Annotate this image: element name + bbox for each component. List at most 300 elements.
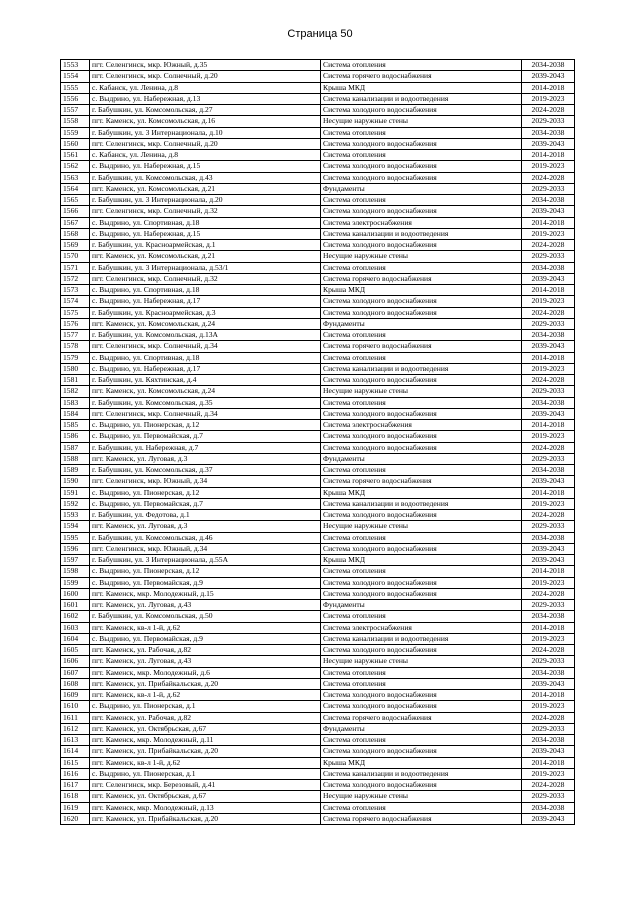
address-cell: г. Бабушкин, ул. Комсомольская, д.43 <box>90 172 321 183</box>
table-row <box>61 307 575 318</box>
table-row <box>61 780 575 791</box>
period-cell: 2039-2043 <box>522 138 575 149</box>
address-cell: с. Выдрино, ул. Пионерская, д.1 <box>90 701 321 712</box>
work-type-cell: Система отопления <box>321 802 522 813</box>
period-cell: 2024-2028 <box>522 510 575 521</box>
work-type-cell: Система холодного водоснабжения <box>321 375 522 386</box>
period-cell: 2039-2043 <box>522 206 575 217</box>
address-cell: пгт. Каменск, ул. Комсомольская, д.16 <box>90 116 321 127</box>
row-number-cell: 1590 <box>61 476 90 487</box>
period-cell: 2024-2028 <box>522 588 575 599</box>
table-row <box>61 678 575 689</box>
address-cell: пгт. Каменск, кв-л 1-й, д.62 <box>90 622 321 633</box>
work-type-cell: Система холодного водоснабжения <box>321 431 522 442</box>
period-cell: 2024-2028 <box>522 645 575 656</box>
row-number-cell: 1593 <box>61 510 90 521</box>
row-number-cell: 1613 <box>61 735 90 746</box>
address-cell: пгт. Каменск, мкр. Молодежный, д.11 <box>90 735 321 746</box>
period-cell: 2014-2018 <box>522 217 575 228</box>
address-cell: с. Выдрино, ул. Спортивная, д.18 <box>90 285 321 296</box>
row-number-cell: 1588 <box>61 453 90 464</box>
table-row <box>61 82 575 93</box>
work-type-cell: Система холодного водоснабжения <box>321 543 522 554</box>
row-number-cell: 1553 <box>61 60 90 71</box>
address-cell: г. Бабушкин, ул. 3 Интернационала, д.10 <box>90 127 321 138</box>
table-row <box>61 465 575 476</box>
work-type-cell: Система горячего водоснабжения <box>321 813 522 824</box>
row-number-cell: 1607 <box>61 667 90 678</box>
work-type-cell: Фундаменты <box>321 318 522 329</box>
period-cell: 2039-2043 <box>522 71 575 82</box>
period-cell: 2039-2043 <box>522 555 575 566</box>
address-cell: с. Выдрино, ул. Набережная, д.15 <box>90 228 321 239</box>
row-number-cell: 1610 <box>61 701 90 712</box>
period-cell: 2019-2023 <box>522 701 575 712</box>
work-type-cell: Система холодного водоснабжения <box>321 161 522 172</box>
address-cell: пгт. Каменск, ул. Октябрьская, д.67 <box>90 723 321 734</box>
period-cell: 2034-2038 <box>522 127 575 138</box>
address-cell: г. Бабушкин, ул. Красноармейская, д.1 <box>90 240 321 251</box>
period-cell: 2024-2028 <box>522 172 575 183</box>
period-cell: 2014-2018 <box>522 566 575 577</box>
work-type-cell: Система отопления <box>321 60 522 71</box>
row-number-cell: 1589 <box>61 465 90 476</box>
work-type-cell: Фундаменты <box>321 183 522 194</box>
period-cell: 2024-2028 <box>522 105 575 116</box>
work-type-cell: Система канализации и водоотведения <box>321 498 522 509</box>
work-type-cell: Система горячего водоснабжения <box>321 712 522 723</box>
table-row <box>61 161 575 172</box>
page-title: Страница 50 <box>287 28 353 40</box>
work-type-cell: Система канализации и водоотведения <box>321 363 522 374</box>
period-cell: 2029-2033 <box>522 116 575 127</box>
table-row <box>61 588 575 599</box>
row-number-cell: 1594 <box>61 521 90 532</box>
period-cell: 2034-2038 <box>522 262 575 273</box>
table-row <box>61 127 575 138</box>
row-number-cell: 1598 <box>61 566 90 577</box>
period-cell: 2034-2038 <box>522 397 575 408</box>
work-type-cell: Фундаменты <box>321 453 522 464</box>
period-cell: 2039-2043 <box>522 273 575 284</box>
row-number-cell: 1562 <box>61 161 90 172</box>
table-row <box>61 723 575 734</box>
table-row <box>61 690 575 701</box>
work-type-cell: Крыша МКД <box>321 487 522 498</box>
address-cell: пгт. Селенгинск, мкр. Южный, д.34 <box>90 543 321 554</box>
address-cell: г. Бабушкин, ул. 3 Интернационала, д.53/1 <box>90 262 321 273</box>
table-row <box>61 712 575 723</box>
row-number-cell: 1583 <box>61 397 90 408</box>
address-cell: г. Бабушкин, ул. 3 Интернационала, д.20 <box>90 195 321 206</box>
table-row <box>61 116 575 127</box>
address-cell: г. Бабушкин, ул. Комсомольская, д.13А <box>90 330 321 341</box>
work-type-cell: Система горячего водоснабжения <box>321 341 522 352</box>
table-row <box>61 566 575 577</box>
table-row <box>61 138 575 149</box>
row-number-cell: 1577 <box>61 330 90 341</box>
table-row <box>61 757 575 768</box>
work-type-cell: Система горячего водоснабжения <box>321 476 522 487</box>
work-type-cell: Система холодного водоснабжения <box>321 206 522 217</box>
work-type-cell: Система холодного водоснабжения <box>321 307 522 318</box>
period-cell: 2029-2033 <box>522 791 575 802</box>
period-cell: 2029-2033 <box>522 183 575 194</box>
work-type-cell: Система отопления <box>321 330 522 341</box>
row-number-cell: 1620 <box>61 813 90 824</box>
row-number-cell: 1585 <box>61 420 90 431</box>
table-row <box>61 510 575 521</box>
period-cell: 2034-2038 <box>522 611 575 622</box>
work-type-cell: Система холодного водоснабжения <box>321 645 522 656</box>
work-type-cell: Система холодного водоснабжения <box>321 296 522 307</box>
period-cell: 2034-2038 <box>522 667 575 678</box>
period-cell: 2039-2043 <box>522 678 575 689</box>
address-cell: пгт. Селенгинск, мкр. Березовый, д.41 <box>90 780 321 791</box>
period-cell: 2019-2023 <box>522 768 575 779</box>
work-type-cell: Система отопления <box>321 127 522 138</box>
address-cell: пгт. Каменск, ул. Комсомольская, д.21 <box>90 251 321 262</box>
row-number-cell: 1605 <box>61 645 90 656</box>
period-cell: 2024-2028 <box>522 780 575 791</box>
period-cell: 2014-2018 <box>522 757 575 768</box>
work-type-cell: Система отопления <box>321 352 522 363</box>
table-row <box>61 408 575 419</box>
table-row <box>61 273 575 284</box>
work-type-cell: Система отопления <box>321 566 522 577</box>
row-number-cell: 1557 <box>61 105 90 116</box>
table-row <box>61 386 575 397</box>
row-number-cell: 1592 <box>61 498 90 509</box>
work-type-cell: Фундаменты <box>321 600 522 611</box>
period-cell: 2019-2023 <box>522 633 575 644</box>
row-number-cell: 1565 <box>61 195 90 206</box>
row-number-cell: 1580 <box>61 363 90 374</box>
work-type-cell: Несущие наружные стены <box>321 791 522 802</box>
work-type-cell: Крыша МКД <box>321 555 522 566</box>
period-cell: 2014-2018 <box>522 487 575 498</box>
row-number-cell: 1606 <box>61 656 90 667</box>
row-number-cell: 1567 <box>61 217 90 228</box>
period-cell: 2024-2028 <box>522 712 575 723</box>
period-cell: 2029-2033 <box>522 521 575 532</box>
address-cell: пгт. Селенгинск, мкр. Солнечный, д.32 <box>90 206 321 217</box>
period-cell: 2014-2018 <box>522 285 575 296</box>
period-cell: 2024-2028 <box>522 240 575 251</box>
table-row <box>61 622 575 633</box>
row-number-cell: 1616 <box>61 768 90 779</box>
row-number-cell: 1564 <box>61 183 90 194</box>
work-type-cell: Система горячего водоснабжения <box>321 71 522 82</box>
address-cell: с. Выдрино, ул. Пионерская, д.12 <box>90 487 321 498</box>
period-cell: 2014-2018 <box>522 150 575 161</box>
row-number-cell: 1609 <box>61 690 90 701</box>
work-type-cell: Система горячего водоснабжения <box>321 273 522 284</box>
row-number-cell: 1570 <box>61 251 90 262</box>
table-row <box>61 217 575 228</box>
row-number-cell: 1578 <box>61 341 90 352</box>
period-cell: 2039-2043 <box>522 476 575 487</box>
work-type-cell: Фундаменты <box>321 723 522 734</box>
address-cell: пгт. Каменск, кв-л 1-й, д.62 <box>90 690 321 701</box>
address-cell: пгт. Селенгинск, мкр. Солнечный, д.34 <box>90 408 321 419</box>
period-cell: 2034-2038 <box>522 330 575 341</box>
row-number-cell: 1573 <box>61 285 90 296</box>
table-row <box>61 60 575 71</box>
address-cell: с. Выдрино, ул. Набережная, д.15 <box>90 161 321 172</box>
row-number-cell: 1582 <box>61 386 90 397</box>
work-type-cell: Система электроснабжения <box>321 217 522 228</box>
row-number-cell: 1554 <box>61 71 90 82</box>
table-row <box>61 352 575 363</box>
row-number-cell: 1596 <box>61 543 90 554</box>
period-cell: 2029-2033 <box>522 723 575 734</box>
address-cell: пгт. Каменск, ул. Луговая, д.43 <box>90 656 321 667</box>
period-cell: 2039-2043 <box>522 813 575 824</box>
table-row <box>61 600 575 611</box>
address-cell: пгт. Селенгинск, мкр. Солнечный, д.34 <box>90 341 321 352</box>
row-number-cell: 1563 <box>61 172 90 183</box>
address-cell: с. Выдрино, ул. Первомайская, д.7 <box>90 498 321 509</box>
table-row <box>61 195 575 206</box>
work-type-cell: Система холодного водоснабжения <box>321 442 522 453</box>
table-row <box>61 768 575 779</box>
address-cell: пгт. Каменск, ул. Комсомольская, д.24 <box>90 318 321 329</box>
address-cell: пгт. Каменск, ул. Прибайкальская, д.20 <box>90 813 321 824</box>
period-cell: 2019-2023 <box>522 498 575 509</box>
period-cell: 2039-2043 <box>522 341 575 352</box>
period-cell: 2034-2038 <box>522 195 575 206</box>
address-cell: пгт. Селенгинск, мкр. Солнечный, д.20 <box>90 138 321 149</box>
work-type-cell: Система отопления <box>321 611 522 622</box>
address-cell: с. Выдрино, ул. Спортивная, д.18 <box>90 352 321 363</box>
row-number-cell: 1555 <box>61 82 90 93</box>
table-row <box>61 656 575 667</box>
address-cell: с. Выдрино, ул. Пионерская, д.1 <box>90 768 321 779</box>
address-cell: пгт. Каменск, ул. Луговая, д.3 <box>90 521 321 532</box>
row-number-cell: 1603 <box>61 622 90 633</box>
row-number-cell: 1575 <box>61 307 90 318</box>
address-cell: пгт. Каменск, ул. Луговая, д.3 <box>90 453 321 464</box>
table-row <box>61 397 575 408</box>
table-row <box>61 240 575 251</box>
work-type-cell: Система холодного водоснабжения <box>321 240 522 251</box>
period-cell: 2034-2038 <box>522 735 575 746</box>
row-number-cell: 1576 <box>61 318 90 329</box>
row-number-cell: 1572 <box>61 273 90 284</box>
table-row <box>61 521 575 532</box>
table-row <box>61 532 575 543</box>
address-cell: с. Выдрино, ул. Набережная, д.17 <box>90 363 321 374</box>
work-type-cell: Несущие наружные стены <box>321 386 522 397</box>
work-type-cell: Система холодного водоснабжения <box>321 588 522 599</box>
address-cell: с. Выдрино, ул. Первомайская, д.7 <box>90 431 321 442</box>
table-row <box>61 802 575 813</box>
table-row <box>61 183 575 194</box>
address-cell: г. Бабушкин, ул. Комсомольская, д.46 <box>90 532 321 543</box>
table-row <box>61 150 575 161</box>
work-type-cell: Система отопления <box>321 532 522 543</box>
table-row <box>61 667 575 678</box>
address-cell: г. Бабушкин, ул. Набережная, д.7 <box>90 442 321 453</box>
table-row <box>61 431 575 442</box>
period-cell: 2029-2033 <box>522 656 575 667</box>
address-cell: с. Выдрино, ул. Пионерская, д.12 <box>90 566 321 577</box>
address-cell: с. Выдрино, ул. Первомайская, д.9 <box>90 577 321 588</box>
address-cell: г. Бабушкин, ул. 3 Интернационала, д.55А <box>90 555 321 566</box>
table-row <box>61 577 575 588</box>
row-number-cell: 1597 <box>61 555 90 566</box>
work-type-cell: Система канализации и водоотведения <box>321 768 522 779</box>
table-row <box>61 341 575 352</box>
address-cell: с. Выдрино, ул. Спортивная, д.18 <box>90 217 321 228</box>
address-cell: пгт. Каменск, мкр. Молодежный, д.6 <box>90 667 321 678</box>
address-cell: пгт. Каменск, ул. Рабочая, д.82 <box>90 712 321 723</box>
row-number-cell: 1612 <box>61 723 90 734</box>
period-cell: 2014-2018 <box>522 82 575 93</box>
address-cell: пгт. Каменск, мкр. Молодежный, д.15 <box>90 588 321 599</box>
period-cell: 2014-2018 <box>522 690 575 701</box>
table-row <box>61 285 575 296</box>
period-cell: 2014-2018 <box>522 420 575 431</box>
work-type-cell: Система холодного водоснабжения <box>321 690 522 701</box>
table-row <box>61 735 575 746</box>
table-row <box>61 487 575 498</box>
address-cell: г. Бабушкин, ул. Комсомольская, д.27 <box>90 105 321 116</box>
work-type-cell: Система отопления <box>321 262 522 273</box>
period-cell: 2014-2018 <box>522 352 575 363</box>
row-number-cell: 1558 <box>61 116 90 127</box>
row-number-cell: 1602 <box>61 611 90 622</box>
row-number-cell: 1611 <box>61 712 90 723</box>
period-cell: 2039-2043 <box>522 408 575 419</box>
work-type-cell: Несущие наружные стены <box>321 251 522 262</box>
row-number-cell: 1568 <box>61 228 90 239</box>
address-cell: г. Бабушкин, ул. Федотова, д.1 <box>90 510 321 521</box>
table-row <box>61 701 575 712</box>
period-cell: 2029-2033 <box>522 453 575 464</box>
row-number-cell: 1579 <box>61 352 90 363</box>
address-cell: с. Выдрино, ул. Набережная, д.17 <box>90 296 321 307</box>
period-cell: 2019-2023 <box>522 93 575 104</box>
period-cell: 2024-2028 <box>522 307 575 318</box>
table-row <box>61 251 575 262</box>
row-number-cell: 1586 <box>61 431 90 442</box>
work-type-cell: Система отопления <box>321 667 522 678</box>
row-number-cell: 1617 <box>61 780 90 791</box>
period-cell: 2034-2038 <box>522 802 575 813</box>
work-type-cell: Система отопления <box>321 735 522 746</box>
table-row <box>61 791 575 802</box>
row-number-cell: 1618 <box>61 791 90 802</box>
table-row <box>61 611 575 622</box>
table-row <box>61 172 575 183</box>
period-cell: 2024-2028 <box>522 375 575 386</box>
address-cell: с. Кабанск, ул. Ленина, д.8 <box>90 82 321 93</box>
row-number-cell: 1599 <box>61 577 90 588</box>
address-cell: пгт. Селенгинск, мкр. Южный, д.35 <box>90 60 321 71</box>
row-number-cell: 1574 <box>61 296 90 307</box>
work-type-cell: Система холодного водоснабжения <box>321 746 522 757</box>
row-number-cell: 1560 <box>61 138 90 149</box>
table-row <box>61 228 575 239</box>
period-cell: 2029-2033 <box>522 318 575 329</box>
address-cell: г. Бабушкин, ул. Красноармейская, д.3 <box>90 307 321 318</box>
work-type-cell: Система холодного водоснабжения <box>321 172 522 183</box>
period-cell: 2034-2038 <box>522 532 575 543</box>
work-type-cell: Система холодного водоснабжения <box>321 105 522 116</box>
address-cell: пгт. Каменск, ул. Рабочая, д.82 <box>90 645 321 656</box>
period-cell: 2019-2023 <box>522 228 575 239</box>
address-cell: пгт. Каменск, ул. Прибайкальская, д.20 <box>90 746 321 757</box>
table-row <box>61 813 575 824</box>
row-number-cell: 1571 <box>61 262 90 273</box>
work-type-cell: Система холодного водоснабжения <box>321 577 522 588</box>
table-row <box>61 330 575 341</box>
address-cell: с. Выдрино, ул. Набережная, д.13 <box>90 93 321 104</box>
address-cell: г. Бабушкин, ул. Комсомольская, д.50 <box>90 611 321 622</box>
address-cell: пгт. Каменск, мкр. Молодежный, д.13 <box>90 802 321 813</box>
address-cell: г. Бабушкин, ул. Кяхтинская, д.4 <box>90 375 321 386</box>
period-cell: 2034-2038 <box>522 465 575 476</box>
work-type-cell: Крыша МКД <box>321 82 522 93</box>
address-cell: пгт. Каменск, ул. Прибайкальская, д.20 <box>90 678 321 689</box>
row-number-cell: 1569 <box>61 240 90 251</box>
row-number-cell: 1559 <box>61 127 90 138</box>
work-type-cell: Система электроснабжения <box>321 420 522 431</box>
table-row <box>61 645 575 656</box>
row-number-cell: 1608 <box>61 678 90 689</box>
work-type-cell: Система канализации и водоотведения <box>321 93 522 104</box>
row-number-cell: 1587 <box>61 442 90 453</box>
period-cell: 2024-2028 <box>522 442 575 453</box>
table-row <box>61 476 575 487</box>
work-type-cell: Система канализации и водоотведения <box>321 633 522 644</box>
table-row <box>61 71 575 82</box>
period-cell: 2014-2018 <box>522 622 575 633</box>
work-type-cell: Несущие наружные стены <box>321 521 522 532</box>
period-cell: 2029-2033 <box>522 386 575 397</box>
period-cell: 2029-2033 <box>522 251 575 262</box>
table-row <box>61 206 575 217</box>
address-cell: пгт. Каменск, ул. Луговая, д.43 <box>90 600 321 611</box>
table-row <box>61 746 575 757</box>
table-row <box>61 420 575 431</box>
work-type-cell: Крыша МКД <box>321 757 522 768</box>
row-number-cell: 1604 <box>61 633 90 644</box>
work-type-cell: Система отопления <box>321 397 522 408</box>
work-type-cell: Система отопления <box>321 678 522 689</box>
period-cell: 2039-2043 <box>522 746 575 757</box>
row-number-cell: 1591 <box>61 487 90 498</box>
row-number-cell: 1584 <box>61 408 90 419</box>
work-type-cell: Система холодного водоснабжения <box>321 701 522 712</box>
table-row <box>61 633 575 644</box>
address-cell: пгт. Каменск, ул. Комсомольская, д.24 <box>90 386 321 397</box>
work-type-cell: Система холодного водоснабжения <box>321 138 522 149</box>
address-cell: г. Бабушкин, ул. Комсомольская, д.35 <box>90 397 321 408</box>
address-cell: пгт. Селенгинск, мкр. Солнечный, д.32 <box>90 273 321 284</box>
work-type-cell: Система холодного водоснабжения <box>321 510 522 521</box>
row-number-cell: 1600 <box>61 588 90 599</box>
row-number-cell: 1615 <box>61 757 90 768</box>
work-type-cell: Крыша МКД <box>321 285 522 296</box>
row-number-cell: 1556 <box>61 93 90 104</box>
address-cell: пгт. Каменск, ул. Октябрьская, д.67 <box>90 791 321 802</box>
address-cell: г. Бабушкин, ул. Комсомольская, д.37 <box>90 465 321 476</box>
row-number-cell: 1614 <box>61 746 90 757</box>
work-type-cell: Система холодного водоснабжения <box>321 408 522 419</box>
